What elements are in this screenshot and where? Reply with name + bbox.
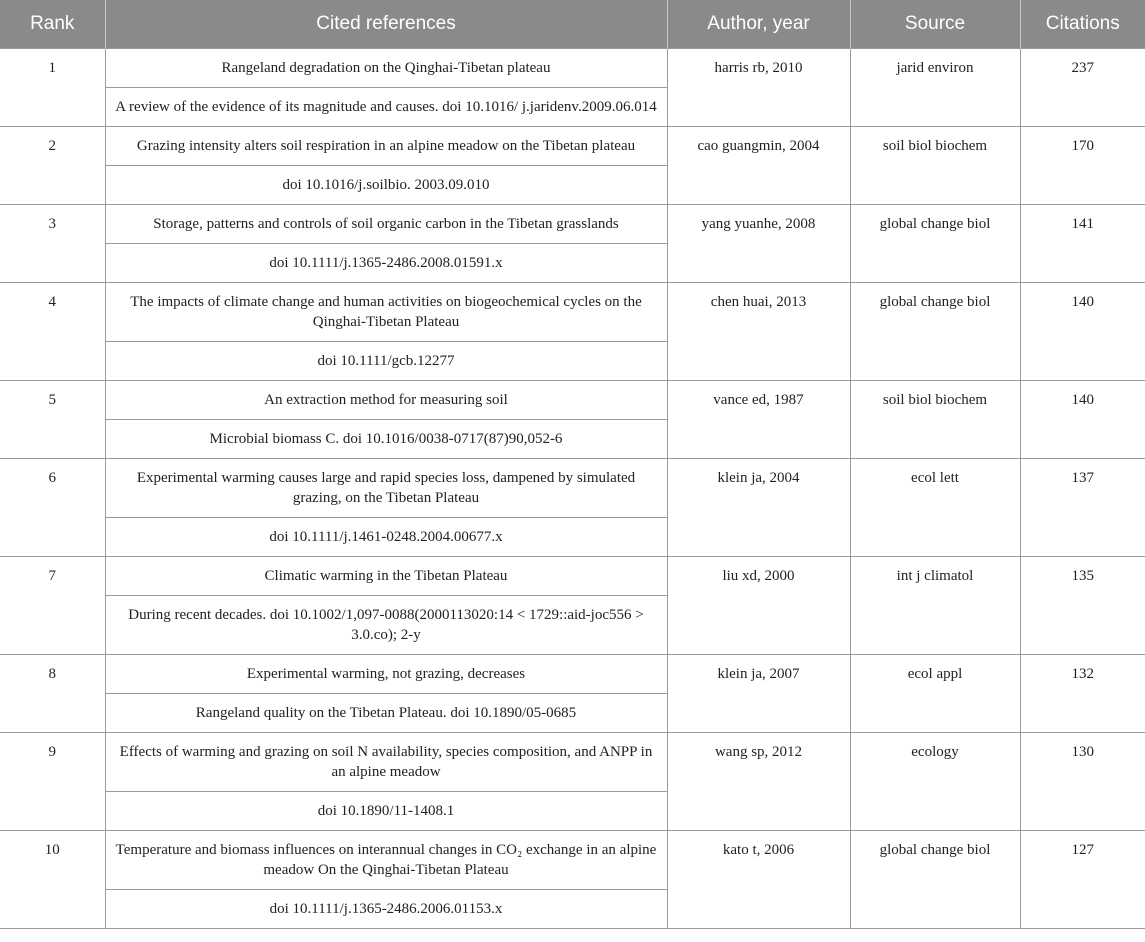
source-cell: jarid environ bbox=[850, 49, 1020, 127]
rank-cell: 4 bbox=[0, 283, 105, 381]
source-cell: global change biol bbox=[850, 831, 1020, 929]
citations-cell: 127 bbox=[1020, 831, 1145, 929]
table-row bbox=[0, 557, 1145, 596]
reference-detail-cell: doi 10.1890/11-1408.1 bbox=[105, 792, 667, 831]
reference-detail-cell: doi 10.1111/j.1365-2486.2006.01153.x bbox=[105, 890, 667, 929]
reference-title-cell: Grazing intensity alters soil respiration in an alpine meadow on the Tibetan plateau bbox=[105, 127, 667, 166]
author-year-cell: wang sp, 2012 bbox=[667, 733, 850, 831]
reference-detail-cell: A review of the evidence of its magnitude and causes. doi 10.1016/ j.jaridenv.2009.06.014 bbox=[105, 88, 667, 127]
table-row bbox=[0, 655, 1145, 694]
author-year-cell: yang yuanhe, 2008 bbox=[667, 205, 850, 283]
reference-title-cell: Storage, patterns and controls of soil organic carbon in the Tibetan grasslands bbox=[105, 205, 667, 244]
table-row bbox=[0, 49, 1145, 88]
citations-cell: 137 bbox=[1020, 459, 1145, 557]
reference-detail-cell: Rangeland quality on the Tibetan Plateau. doi 10.1890/05-0685 bbox=[105, 694, 667, 733]
citations-cell: 132 bbox=[1020, 655, 1145, 733]
rank-cell: 9 bbox=[0, 733, 105, 831]
reference-detail-cell: doi 10.1111/gcb.12277 bbox=[105, 342, 667, 381]
reference-title-cell: Temperature and biomass influences on interannual changes in CO₂ exchange in an alpine meadow On the Qinghai-Tibetan Plateau bbox=[105, 831, 667, 890]
table-row bbox=[0, 127, 1145, 166]
author-year-cell: cao guangmin, 2004 bbox=[667, 127, 850, 205]
table-row bbox=[0, 205, 1145, 244]
source-cell: global change biol bbox=[850, 205, 1020, 283]
table-body bbox=[0, 49, 1145, 929]
table-row bbox=[0, 381, 1145, 420]
rank-cell: 2 bbox=[0, 127, 105, 205]
author-year-cell: klein ja, 2004 bbox=[667, 459, 850, 557]
table-row bbox=[0, 831, 1145, 890]
citations-cell: 237 bbox=[1020, 49, 1145, 127]
table-row bbox=[0, 733, 1145, 792]
author-year-cell: chen huai, 2013 bbox=[667, 283, 850, 381]
rank-cell: 10 bbox=[0, 831, 105, 929]
rank-cell: 5 bbox=[0, 381, 105, 459]
source-cell: int j climatol bbox=[850, 557, 1020, 655]
header-source: Source bbox=[850, 0, 1020, 49]
header-citations: Citations bbox=[1020, 0, 1145, 49]
rank-cell: 7 bbox=[0, 557, 105, 655]
reference-title-cell: Climatic warming in the Tibetan Plateau bbox=[105, 557, 667, 596]
table-header bbox=[0, 0, 1145, 49]
reference-detail-cell: Microbial biomass C. doi 10.1016/0038-0717(87)90,052-6 bbox=[105, 420, 667, 459]
citations-cell: 170 bbox=[1020, 127, 1145, 205]
citations-cell: 135 bbox=[1020, 557, 1145, 655]
reference-title-cell: Rangeland degradation on the Qinghai-Tibetan plateau bbox=[105, 49, 667, 88]
rank-cell: 8 bbox=[0, 655, 105, 733]
citations-cell: 140 bbox=[1020, 381, 1145, 459]
reference-title-cell: Effects of warming and grazing on soil N availability, species composition, and ANPP in an alpine meadow bbox=[105, 733, 667, 792]
citations-cell: 140 bbox=[1020, 283, 1145, 381]
source-cell: soil biol biochem bbox=[850, 127, 1020, 205]
source-cell: ecol lett bbox=[850, 459, 1020, 557]
reference-title-cell: An extraction method for measuring soil bbox=[105, 381, 667, 420]
author-year-cell: harris rb, 2010 bbox=[667, 49, 850, 127]
reference-title-cell: Experimental warming, not grazing, decreases bbox=[105, 655, 667, 694]
source-cell: ecol appl bbox=[850, 655, 1020, 733]
reference-detail-cell: doi 10.1111/j.1461-0248.2004.00677.x bbox=[105, 518, 667, 557]
header-rank: Rank bbox=[0, 0, 105, 49]
reference-title-cell: Experimental warming causes large and rapid species loss, dampened by simulated grazing, on the Tibetan Plateau bbox=[105, 459, 667, 518]
header-cited-references: Cited references bbox=[105, 0, 667, 49]
author-year-cell: klein ja, 2007 bbox=[667, 655, 850, 733]
citations-cell: 130 bbox=[1020, 733, 1145, 831]
rank-cell: 3 bbox=[0, 205, 105, 283]
source-cell: ecology bbox=[850, 733, 1020, 831]
rank-cell: 1 bbox=[0, 49, 105, 127]
header-author-year: Author, year bbox=[667, 0, 850, 49]
author-year-cell: vance ed, 1987 bbox=[667, 381, 850, 459]
reference-detail-cell: doi 10.1111/j.1365-2486.2008.01591.x bbox=[105, 244, 667, 283]
author-year-cell: liu xd, 2000 bbox=[667, 557, 850, 655]
citations-cell: 141 bbox=[1020, 205, 1145, 283]
table-row bbox=[0, 283, 1145, 342]
header-row bbox=[0, 0, 1145, 49]
source-cell: soil biol biochem bbox=[850, 381, 1020, 459]
reference-title-cell: The impacts of climate change and human activities on biogeochemical cycles on the Qinghai-Tibetan Plateau bbox=[105, 283, 667, 342]
source-cell: global change biol bbox=[850, 283, 1020, 381]
reference-detail-cell: During recent decades. doi 10.1002/1,097-0088(2000113020:14 < 1729::aid-joc556 > 3.0.co); 2-y bbox=[105, 596, 667, 655]
table-row bbox=[0, 459, 1145, 518]
rank-cell: 6 bbox=[0, 459, 105, 557]
reference-detail-cell: doi 10.1016/j.soilbio. 2003.09.010 bbox=[105, 166, 667, 205]
author-year-cell: kato t, 2006 bbox=[667, 831, 850, 929]
